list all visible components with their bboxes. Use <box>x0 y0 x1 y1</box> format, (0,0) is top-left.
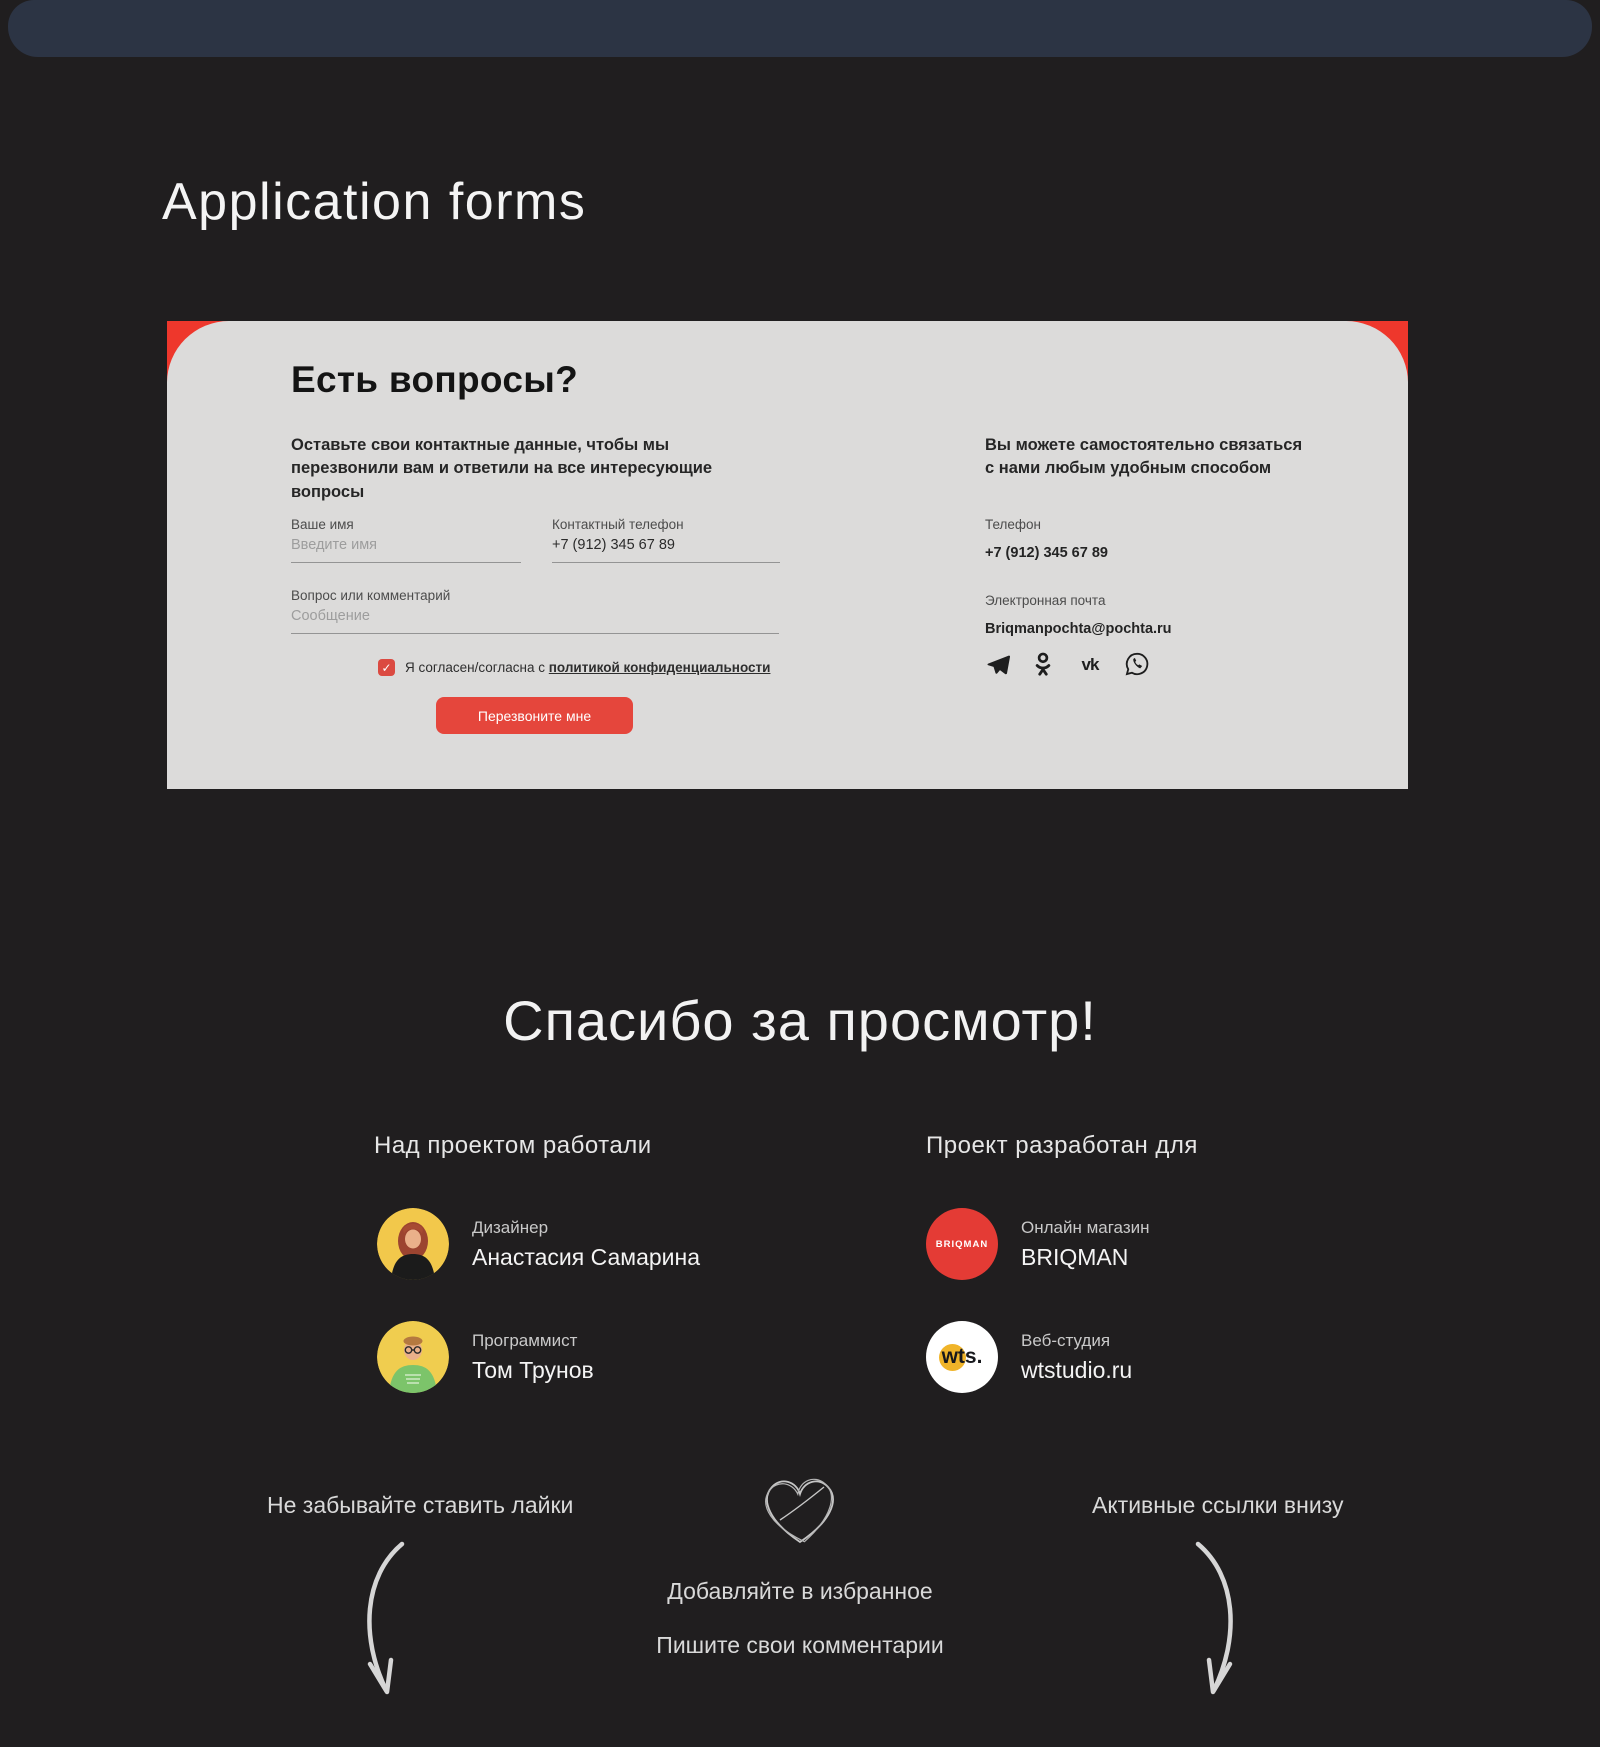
name-field-label: Ваше имя <box>291 517 354 532</box>
contact-phone-label: Телефон <box>985 517 1042 532</box>
previous-slide-bottom-panel <box>8 0 1592 57</box>
credit-client-briqman <box>926 1208 1150 1280</box>
credit-client-wts <box>926 1321 1132 1393</box>
telegram-icon[interactable] <box>985 651 1011 677</box>
consent-checkbox[interactable]: ✓ <box>378 659 395 676</box>
vk-icon[interactable] <box>1075 651 1105 677</box>
comment-input[interactable] <box>291 608 779 634</box>
consent-row <box>378 659 770 676</box>
credit-text <box>472 1218 700 1271</box>
credit-text <box>1021 1331 1132 1384</box>
odnoklassniki-icon[interactable] <box>1030 651 1056 677</box>
callback-button[interactable]: Перезвоните мне <box>436 697 633 734</box>
credit-role: Программист <box>472 1330 578 1350</box>
social-icons-row <box>985 651 1150 677</box>
team-heading: Над проектом работали <box>374 1132 652 1159</box>
favorites-note: Добавляйте в избранное <box>667 1578 933 1604</box>
privacy-policy-link[interactable]: политикой конфиденциальности <box>548 660 771 675</box>
links-note: Активные ссылки внизу <box>1092 1492 1344 1518</box>
comment-field-label: Вопрос или комментарий <box>291 588 451 603</box>
briqman-logo: BRIQMAN <box>926 1208 998 1280</box>
credit-programmer <box>377 1321 594 1393</box>
wts-logo-text: wts. <box>941 1345 983 1368</box>
contact-form-card <box>167 321 1408 789</box>
credit-designer <box>377 1208 700 1280</box>
credit-name: Анастасия Самарина <box>472 1243 700 1270</box>
credit-role: Дизайнер <box>472 1217 549 1237</box>
likes-note: Не забывайте ставить лайки <box>267 1492 574 1518</box>
svg-text:vk: vk <box>1081 655 1099 674</box>
card-surface <box>167 321 1408 789</box>
phone-field-label: Контактный телефон <box>552 517 684 532</box>
arrow-down-left-icon <box>348 1540 418 1700</box>
phone-input[interactable] <box>552 537 780 563</box>
thanks-heading: Спасибо за просмотр! <box>503 989 1097 1052</box>
contact-email-value[interactable]: Briqmanpochta@pochta.ru <box>985 621 1172 637</box>
contact-email-label: Электронная почта <box>985 593 1106 608</box>
whatsapp-icon[interactable] <box>1124 651 1150 677</box>
name-input[interactable] <box>291 537 521 563</box>
credit-text <box>1021 1218 1150 1271</box>
programmer-avatar <box>377 1321 449 1393</box>
client-heading: Проект разработан для <box>926 1132 1198 1159</box>
designer-avatar <box>377 1208 449 1280</box>
consent-text: Я согласен/согласна с политикой конфиденциальности <box>405 660 771 675</box>
comments-note: Пишите свои комментарии <box>656 1632 944 1658</box>
arrow-down-right-icon <box>1182 1540 1252 1700</box>
credit-text <box>472 1331 594 1384</box>
credit-role: Веб-студия <box>1021 1330 1111 1350</box>
contact-phone-value[interactable]: +7 (912) 345 67 89 <box>985 545 1108 561</box>
credit-name[interactable]: wtstudio.ru <box>1021 1356 1133 1383</box>
wtstudio-logo <box>926 1321 998 1393</box>
credit-role: Онлайн магазин <box>1021 1217 1150 1237</box>
form-heading: Есть вопросы? <box>291 359 579 400</box>
form-intro-text: Оставьте свои контактные данные, чтобы мы перезвонили вам и ответили на все интересующие вопросы <box>291 436 713 501</box>
page-title: Application forms <box>162 173 587 231</box>
credit-name: Том Трунов <box>472 1356 594 1383</box>
contact-intro-text: Вы можете самостоятельно связаться с нами любым удобным способом <box>985 436 1303 478</box>
heart-sketch-icon <box>752 1462 848 1552</box>
credit-name: BRIQMAN <box>1021 1243 1129 1270</box>
